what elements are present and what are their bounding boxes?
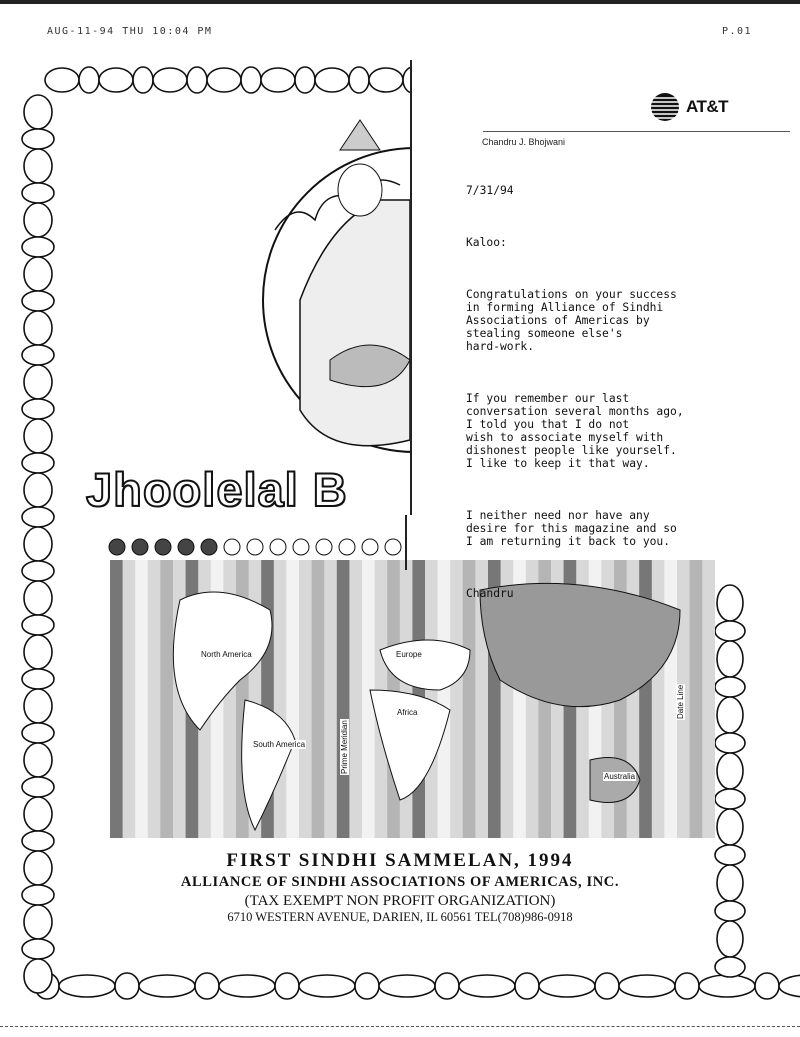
map-label: Europe [396,650,422,659]
timezone-band [160,560,173,838]
letter-paragraph: Congratulations on your success in forming Alliance of Sindhi Associations of Americas by stealing someone else's hard-work. [466,288,677,353]
clock-icon [362,539,378,555]
letter-paragraph: If you remember our last conversation several months ago, I told you that I do not wish to associate myself with dishonest people like yourself. I like to keep it that way. [466,392,684,470]
letter-body [466,158,684,626]
timezone-band [286,560,299,838]
organization-name: ALLIANCE OF SINDHI ASSOCIATIONS OF AMERICAS, INC. [180,874,620,890]
att-logo-text: AT&T [686,97,729,116]
organization-address: 6710 WESTERN AVENUE, DARIEN, IL 60561 TEL(708)986-0918 [227,910,573,924]
letterhead-rule [483,131,790,132]
clock-icon [247,539,263,555]
clock-icon [224,539,240,555]
clock-icon [201,539,217,555]
clock-icon [109,539,125,555]
magazine-footer [100,850,700,925]
organization-status: (TAX EXEMPT NON PROFIT ORGANIZATION) [244,893,556,909]
timezone-clocks [109,539,401,555]
clock-icon [270,539,286,555]
map-label: South America [253,740,306,749]
timezone-band [690,560,703,838]
map-label: Date Line [676,684,685,719]
event-title: FIRST SINDHI SAMMELAN, 1994 [226,850,574,871]
map-label: North America [201,650,252,659]
clock-icon [385,539,401,555]
magazine-title: Jhoolelal B [86,463,348,516]
clock-icon [316,539,332,555]
map-label: Prime Meridian [340,720,349,774]
letter-paragraph: I neither need nor have any desire for this magazine and so I am returning it back to you. [466,509,677,548]
att-logo [648,92,728,122]
clock-icon [178,539,194,555]
map-label: Africa [397,708,418,717]
note-edge [405,515,407,570]
letter-date: 7/31/94 [466,184,514,197]
clock-icon [155,539,171,555]
fax-bottom-edge [0,1026,800,1027]
letter-salutation: Kaloo: [466,236,507,249]
timezone-band [337,560,350,838]
clock-icon [132,539,148,555]
timezone-band [110,560,123,838]
clock-icon [293,539,309,555]
map-label: Australia [604,772,636,781]
timezone-band [312,560,325,838]
sender-name: Chandru J. Bhojwani [482,137,566,147]
fax-page-number: P.01 [722,26,753,37]
fax-timestamp: AUG-11-94 THU 10:04 PM [47,26,213,37]
clock-icon [339,539,355,555]
timezone-band [438,560,451,838]
globe-icon [648,92,682,122]
letter-signature: Chandru [466,587,514,600]
timezone-band [135,560,148,838]
